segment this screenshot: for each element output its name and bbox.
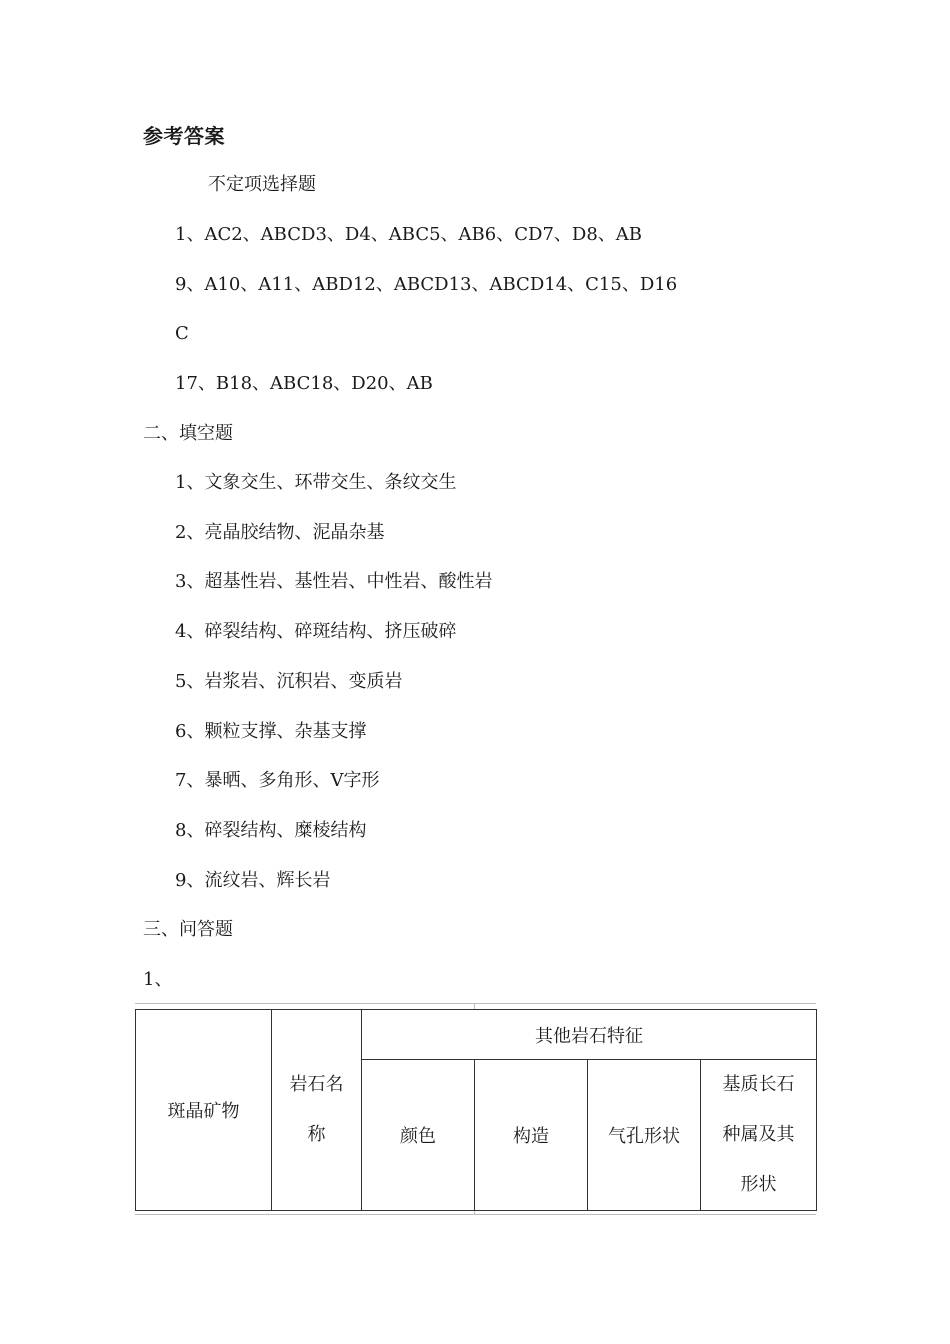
fill-item: 9、流纹岩、辉长岩 bbox=[175, 870, 331, 891]
fill-item: 4、碎裂结构、碎斑结构、挤压破碎 bbox=[175, 621, 457, 642]
header-color: 颜色 bbox=[362, 1060, 475, 1211]
section3-title: 三、问答题 bbox=[143, 919, 233, 940]
fill-item: 7、暴晒、多角形、V字形 bbox=[175, 770, 380, 791]
header-feldspar-line2: 种属及其 bbox=[722, 1124, 795, 1145]
header-feldspar-line3: 形状 bbox=[740, 1174, 777, 1195]
section1-title: 不定项选择题 bbox=[208, 174, 316, 195]
answer-line: 1、AC2、ABCD3、D4、ABC5、AB6、CD7、D8、AB bbox=[175, 224, 643, 245]
page-title: 参考答案 bbox=[143, 124, 225, 148]
header-rock-name bbox=[272, 1010, 362, 1211]
table-frame-line bbox=[135, 1003, 816, 1004]
fill-item: 5、岩浆岩、沉积岩、变质岩 bbox=[175, 671, 403, 692]
header-other-features: 其他岩石特征 bbox=[362, 1010, 817, 1060]
rock-feature-table bbox=[135, 1009, 816, 1210]
header-matrix-feldspar bbox=[701, 1060, 817, 1211]
answer-line: C bbox=[175, 323, 189, 344]
section2-title: 二、填空题 bbox=[143, 423, 233, 444]
answer-line: 17、B18、ABC18、D20、AB bbox=[175, 373, 433, 394]
header-rock-name-line2: 称 bbox=[307, 1124, 326, 1145]
header-vesicle-shape: 气孔形状 bbox=[588, 1060, 701, 1211]
header-rock-name-line1: 岩石名 bbox=[289, 1074, 344, 1095]
fill-item: 8、碎裂结构、糜棱结构 bbox=[175, 820, 367, 841]
header-feldspar-line1: 基质长石 bbox=[722, 1074, 795, 1095]
fill-item: 1、文象交生、环带交生、条纹交生 bbox=[175, 472, 457, 493]
fill-item: 6、颗粒支撑、杂基支撑 bbox=[175, 721, 367, 742]
answer-line: 9、A10、A11、ABD12、ABCD13、ABCD14、C15、D16 bbox=[175, 274, 678, 295]
table-frame-line bbox=[135, 1214, 816, 1215]
question-label: 1、 bbox=[143, 969, 173, 990]
fill-item: 3、超基性岩、基性岩、中性岩、酸性岩 bbox=[175, 571, 493, 592]
header-structure: 构造 bbox=[475, 1060, 588, 1211]
fill-item: 2、亮晶胶结物、泥晶杂基 bbox=[175, 522, 385, 543]
header-phenocryst-mineral: 斑晶矿物 bbox=[136, 1010, 272, 1211]
